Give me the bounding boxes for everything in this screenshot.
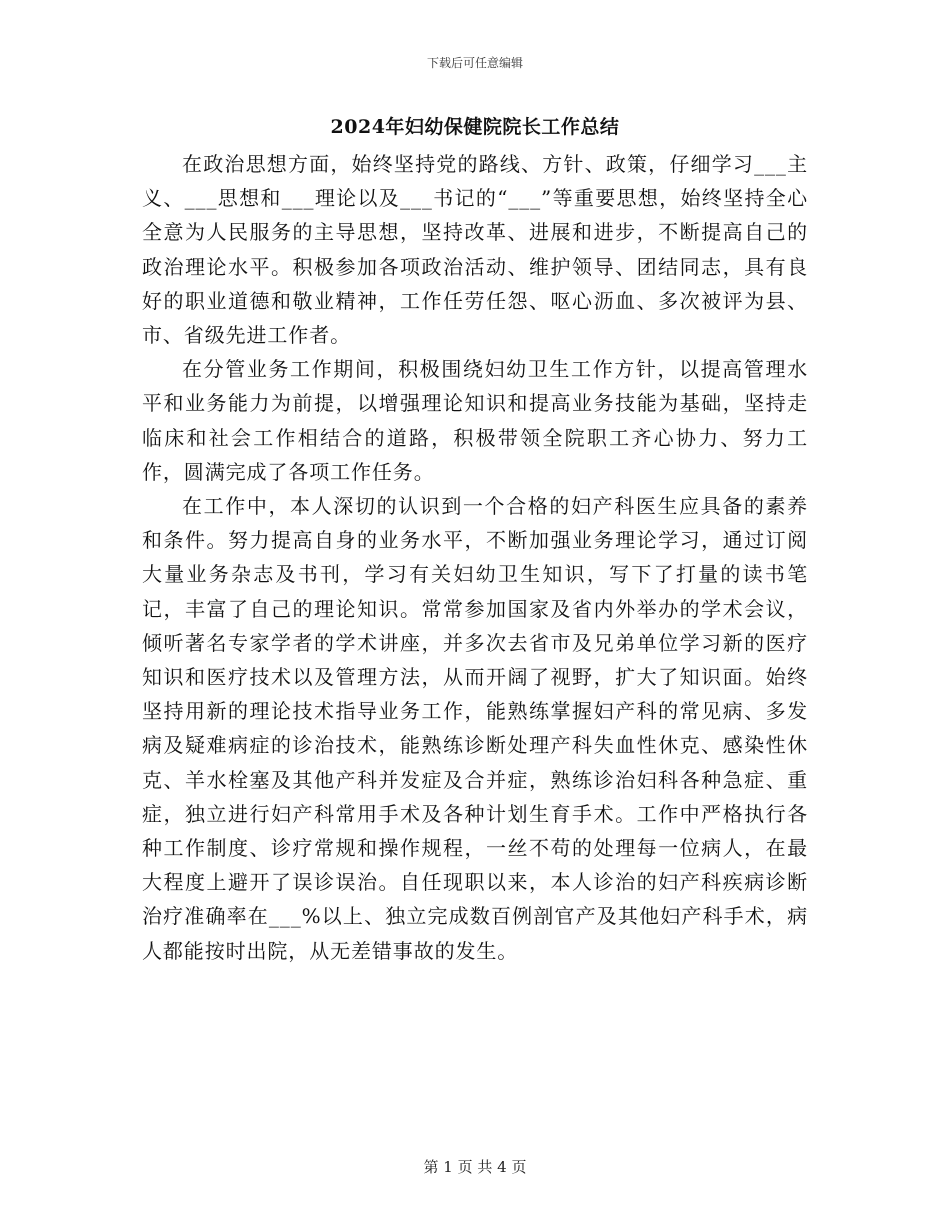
document-title: 2024年妇幼保健院院长工作总结	[330, 116, 620, 138]
paragraph-political-thought: 在政治思想方面，始终坚持党的路线、方针、政策，仔细学习___主义、___思想和___理论以及___书记的“___”等重要思想，始终坚持全心全意为人民服务的主导思想，坚持改革、进展和进步，不断提高自己的政治理论水平。积极参加各项政治活动、维护领导、团结同志，具有良好的职业道德和敬业精神，工作任劳任怨、呕心沥血、多次被评为县、市、省级先进工作者。	[142, 152, 808, 348]
page-number: 第 1 页 共 4 页	[423, 1158, 527, 1176]
paragraph-business-management: 在分管业务工作期间，积极围绕妇幼卫生工作方针，以提高管理水平和业务能力为前提，以增强理论知识和提高业务技能为基础，坚持走临床和社会工作相结合的道路，积极带领全院职工齐心协力、努力工作，圆满完成了各项工作任务。	[142, 357, 808, 484]
paragraph-professional-work: 在工作中，本人深切的认识到一个合格的妇产科医生应具备的素养和条件。努力提高自身的业务水平，不断加强业务理论学习，通过订阅大量业务杂志及书刊，学习有关妇幼卫生知识，写下了打量的读书笔记，丰富了自己的理论知识。常常参加国家及省内外举办的学术会议，倾听著名专家学者的学术讲座，并多次去省市及兄弟单位学习新的医疗知识和医疗技术以及管理方法，从而开阔了视野，扩大了知识面。始终坚持用新的理论技术指导业务工作，能熟练掌握妇产科的常见病、多发病及疑难病症的诊治技术，能熟练诊断处理产科失血性休克、感染性休克、羊水栓塞及其他产科并发症及合并症，熟练诊治妇科各种急症、重症，独立进行妇产科常用手术及各种计划生育手术。工作中严格执行各种工作制度、诊疗常规和操作规程，一丝不苟的处理每一位病人，在最大程度上避开了误诊误治。自任现职以来，本人诊治的妇产科疾病诊断治疗准确率在___%以上、独立完成数百例剖官产及其他妇产科手术，病人都能按时出院，从无差错事故的发生。	[142, 494, 808, 963]
header-note: 下载后可任意编辑	[426, 56, 523, 70]
document-body	[142, 147, 808, 968]
